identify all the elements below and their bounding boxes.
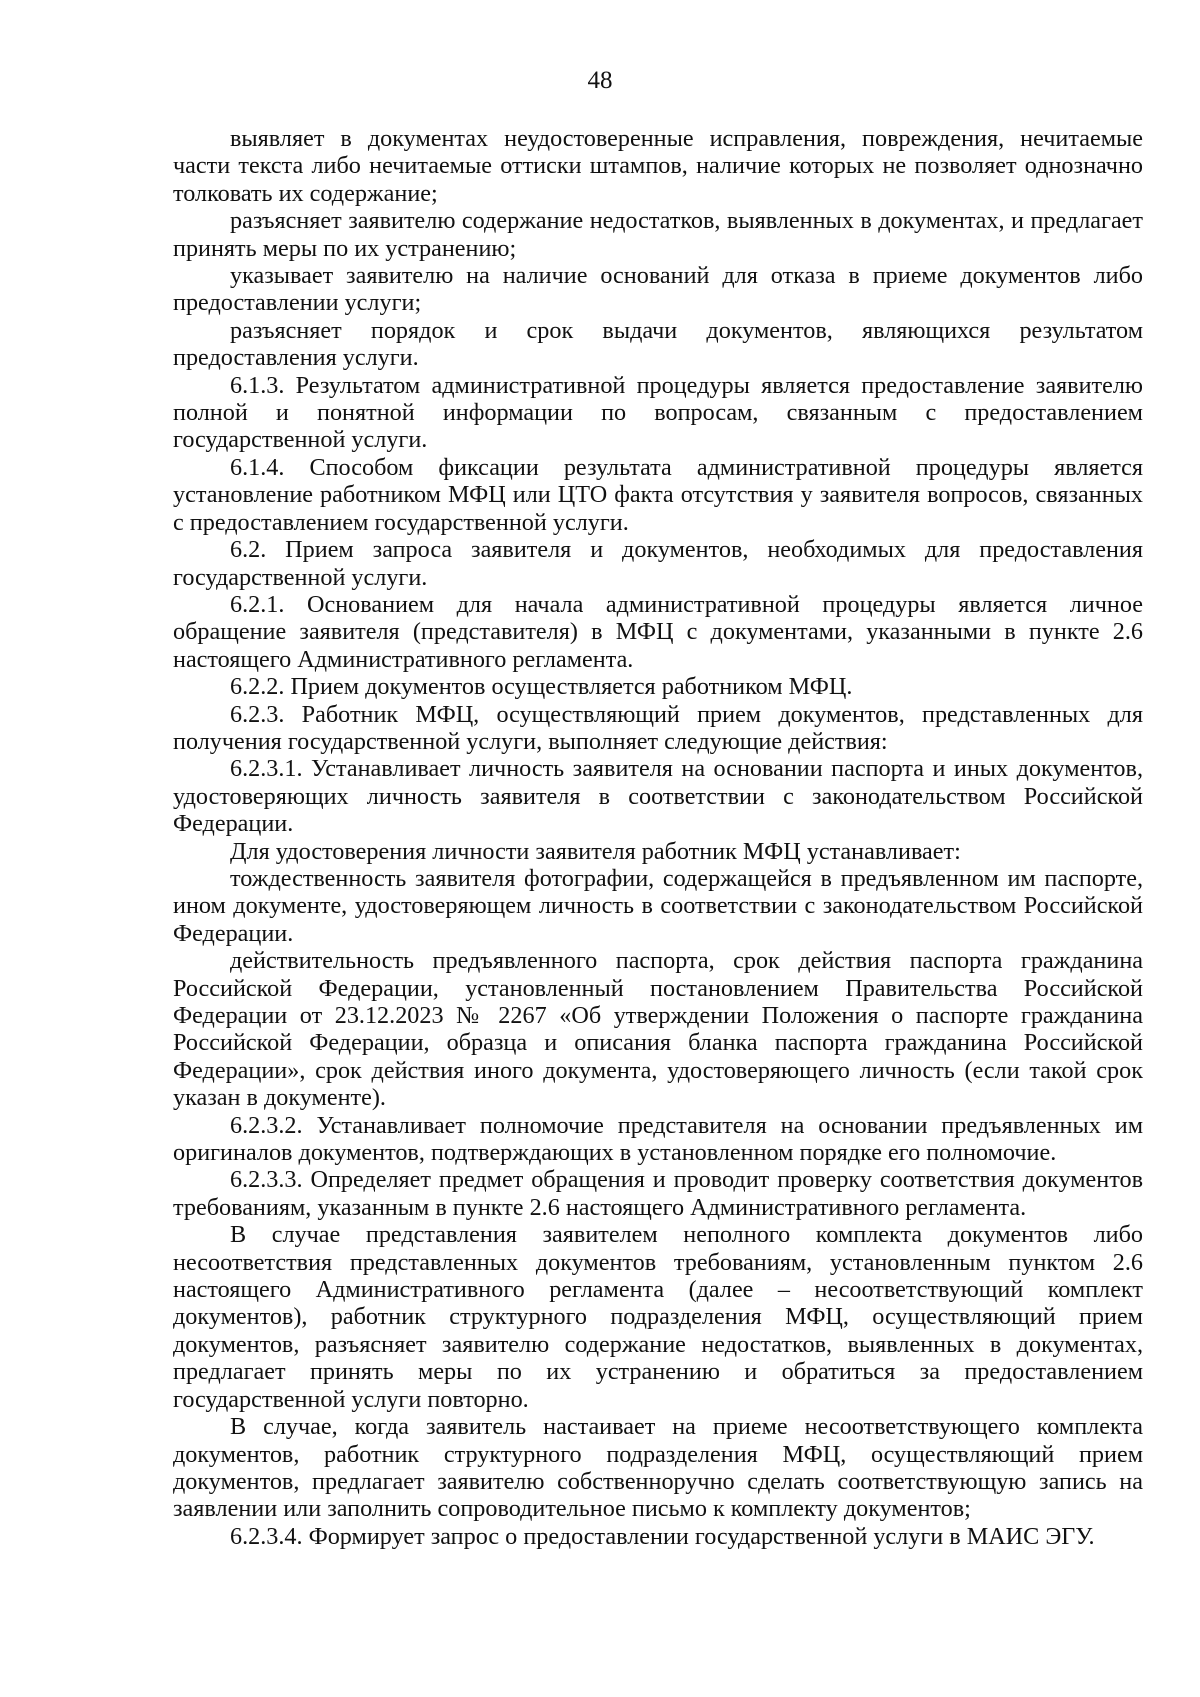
paragraph: Для удостоверения личности заявителя работник МФЦ устанавливает: bbox=[230, 837, 961, 865]
paragraph: тождественность заявителя фотографии, содержащейся в предъявленном им паспорте, ином документе, удостоверяющем личность в соответствии с законодательством Российской Федерации. bbox=[173, 864, 1143, 947]
paragraph: действительность предъявленного паспорта, срок действия паспорта гражданина Российской Федерации, установленный постановлением Правительства Российской Федерации от 23.12.2023 № 2267 «Об утверждении Положения о паспорте гражданина Российской Федерации, образца и описания бланка паспорта гражданина Российской Федерации», срок действия иного документа, удостоверяющего личность (если такой срок указан в документе). bbox=[173, 947, 1143, 1112]
paragraph: 6.2.1. Основанием для начала административной процедуры является личное обращение заявителя (представителя) в МФЦ с документами, указанными в пункте 2.6 настоящего Административного регламента. bbox=[173, 590, 1143, 673]
paragraph: разъясняет порядок и срок выдачи документов, являющихся результатом предоставления услуги. bbox=[173, 316, 1143, 372]
paragraph: 6.2.3.1. Устанавливает личность заявителя на основании паспорта и иных документов, удостоверяющих личность заявителя в соответствии с законодательством Российской Федерации. bbox=[173, 755, 1143, 838]
paragraph: 6.2.3.2. Устанавливает полномочие представителя на основании предъявленных им оригиналов документов, подтверждающих в установленном порядке его полномочие. bbox=[173, 1111, 1143, 1167]
page-number: 48 bbox=[587, 67, 613, 94]
paragraph: разъясняет заявителю содержание недостатков, выявленных в документах, и предлагает принять меры по их устранению; bbox=[173, 207, 1143, 262]
paragraph: В случае представления заявителем неполного комплекта документов либо несоответствия представленных документов требованиям, установленным пунктом 2.6 настоящего Административного регламента (далее – несоответствующий комплект документов), работник структурного подразделения МФЦ, осуществляющий прием документов, разъясняет заявителю содержание недостатков, выявленных в документах, предлагает принять меры по их устранению и обратиться за предоставлением государственной услуги повторно. bbox=[173, 1221, 1143, 1413]
paragraph: 6.2.3.4. Формирует запрос о предоставлении государственной услуги в МАИС ЭГУ. bbox=[230, 1522, 1095, 1550]
paragraph: 6.2.3.3. Определяет предмет обращения и проводит проверку соответствия документов требованиям, указанным в пункте 2.6 настоящего Административного регламента. bbox=[173, 1166, 1143, 1221]
document-body bbox=[173, 125, 1143, 1550]
paragraph: В случае, когда заявитель настаивает на приеме несоответствующего комплекта документов, работник структурного подразделения МФЦ, осуществляющий прием документов, предлагает заявителю собственноручно сделать соответствующую запись на заявлении или заполнить сопроводительное письмо к комплекту документов; bbox=[173, 1413, 1143, 1523]
paragraph: 6.2.2. Прием документов осуществляется работником МФЦ. bbox=[230, 673, 853, 701]
paragraph: 6.2.3. Работник МФЦ, осуществляющий прием документов, представленных для получения государственной услуги, выполняет следующие действия: bbox=[173, 700, 1143, 755]
paragraph: 6.1.3. Результатом административной процедуры является предоставление заявителю полной и понятной информации по вопросам, связанным с предоставлением государственной услуги. bbox=[173, 371, 1143, 454]
paragraph: 6.2. Прием запроса заявителя и документов, необходимых для предоставления государственной услуги. bbox=[173, 536, 1143, 591]
paragraph: выявляет в документах неудостоверенные исправления, повреждения, нечитаемые части текста либо нечитаемые оттиски штампов, наличие которых не позволяет однозначно толковать их содержание; bbox=[173, 125, 1143, 207]
paragraph: указывает заявителю на наличие оснований для отказа в приеме документов либо предоставлении услуги; bbox=[173, 262, 1143, 317]
paragraph: 6.1.4. Способом фиксации результата административной процедуры является установление работником МФЦ или ЦТО факта отсутствия у заявителя вопросов, связанных с предоставлением государственной услуги. bbox=[173, 453, 1143, 536]
